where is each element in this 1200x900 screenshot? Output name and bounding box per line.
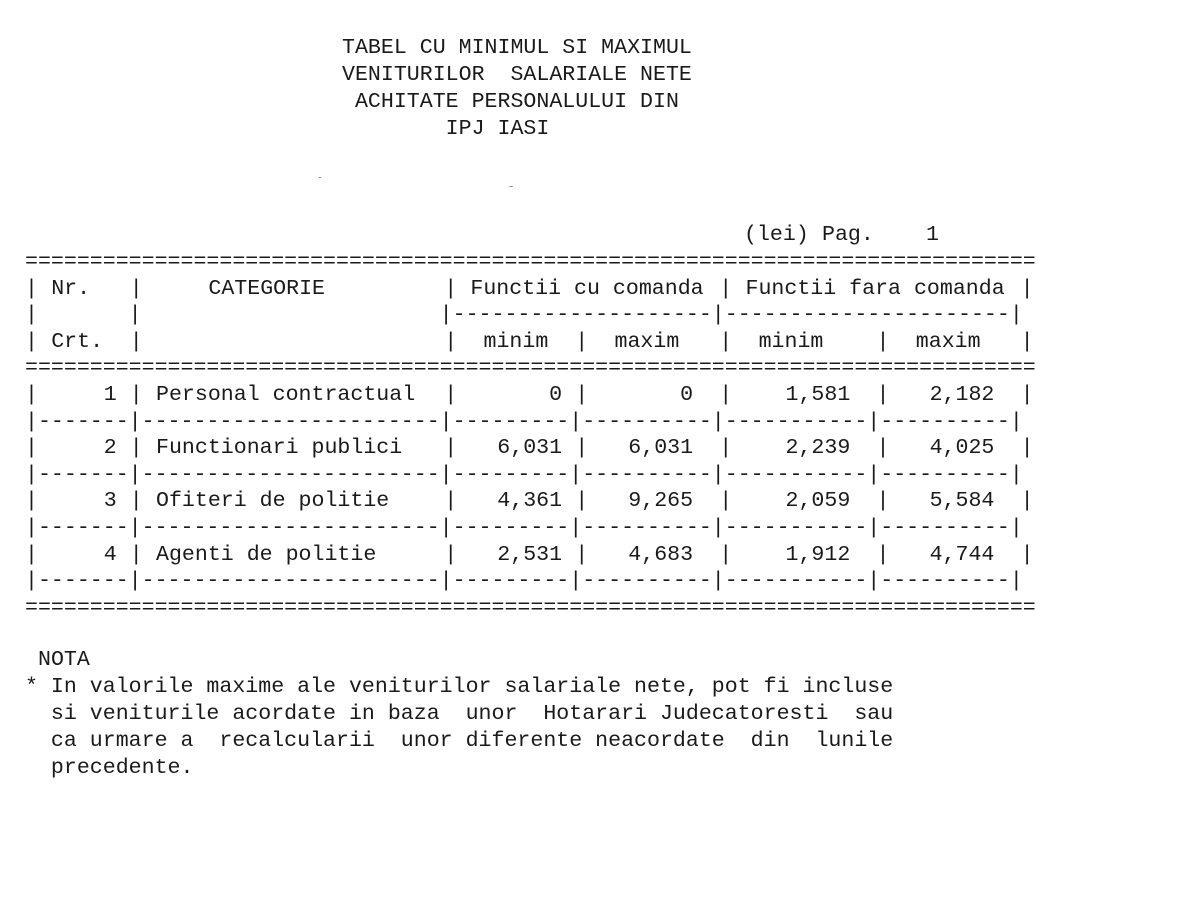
- cell-categorie: Agenti de politie: [156, 542, 377, 567]
- table-row-separator: |-------|-----------------------|---------|----------|-----------|----------|: [25, 462, 1023, 487]
- column-header-cu-minim: minim: [483, 329, 549, 354]
- note-line-1: * In valorile maxime ale veniturilor salariale nete, pot fi incluse: [25, 675, 894, 699]
- table-rule: |: [1020, 329, 1034, 354]
- cell-cu-maxim: 9,265: [628, 489, 694, 514]
- table-rule: |: [1020, 489, 1034, 514]
- table-rule: |: [575, 436, 589, 461]
- note-line-2: si veniturile acordate in baza unor Hotarari Judecatoresti sau: [25, 702, 894, 726]
- table-rule: |: [129, 329, 143, 354]
- table-border-header: ==============================================================================: [25, 356, 1036, 381]
- cell-cu-minim: 4,361: [497, 489, 563, 514]
- note-line-4: precedente.: [25, 756, 194, 780]
- table-rule: |: [575, 542, 589, 567]
- table-rule: |: [1020, 276, 1034, 301]
- table-rule: |: [25, 276, 38, 301]
- column-header-fara-maxim: maxim: [915, 329, 981, 354]
- cell-fara-maxim: 5,584: [929, 489, 995, 514]
- table-row-separator: |-------|-----------------------|---------|----------|-----------|----------|: [25, 569, 1023, 594]
- column-header-fara-minim: minim: [758, 329, 824, 354]
- table-rule: |: [876, 489, 890, 514]
- table-rule: |: [719, 383, 733, 407]
- cell-categorie: Personal contractual: [156, 383, 416, 407]
- table-rule: |: [444, 383, 458, 407]
- table-row-separator: |-------|-----------------------|---------|----------|-----------|----------|: [25, 409, 1023, 434]
- cell-cu-minim: 6,031: [497, 436, 563, 461]
- table-rule: |: [575, 383, 589, 407]
- table-rule: | | |--------------------|----------------------|: [25, 303, 1023, 328]
- table-rule: |: [575, 489, 589, 514]
- table-rule: |: [129, 383, 143, 407]
- table-rule: |: [876, 436, 890, 461]
- title-line-3: ACHITATE PERSONALULUI DIN: [342, 90, 679, 114]
- table-rule: |: [25, 436, 38, 461]
- cell-cu-maxim: 4,683: [628, 542, 694, 567]
- table-rule: |: [876, 542, 890, 567]
- table-rule: |: [25, 383, 38, 407]
- table-rule: |: [129, 436, 143, 461]
- table-rule: |: [444, 489, 458, 514]
- cell-nr: 2: [103, 436, 117, 461]
- column-header-crt: Crt.: [51, 329, 104, 354]
- table-rule: |: [444, 329, 458, 354]
- cell-fara-minim: 2,059: [785, 489, 851, 514]
- cell-fara-minim: 2,239: [785, 436, 851, 461]
- column-header-cu-maxim: maxim: [614, 329, 680, 354]
- page-label: Pag.: [822, 223, 874, 247]
- scan-mark: ˍ: [508, 174, 514, 188]
- cell-nr: 1: [103, 383, 117, 407]
- table-rule: |: [719, 542, 733, 567]
- cell-cu-maxim: 0: [680, 383, 694, 407]
- page-number: 1: [926, 223, 939, 247]
- cell-cu-minim: 2,531: [497, 542, 563, 567]
- table-rule: |: [129, 276, 143, 301]
- table-rule: |: [444, 276, 458, 301]
- scan-mark: ˗: [318, 170, 322, 184]
- table-border-bottom: ==============================================================================: [25, 595, 1036, 620]
- cell-fara-maxim: 4,025: [929, 436, 995, 461]
- table-rule: |: [719, 329, 733, 354]
- table-rule: |: [1020, 436, 1034, 461]
- cell-fara-minim: 1,912: [785, 542, 851, 567]
- cell-cu-minim: 0: [549, 383, 563, 407]
- cell-categorie: Functionari publici: [156, 436, 403, 461]
- cell-fara-maxim: 4,744: [929, 542, 995, 567]
- table-rule: |: [25, 329, 38, 354]
- table-rule: |: [719, 436, 733, 461]
- cell-cu-maxim: 6,031: [628, 436, 694, 461]
- cell-categorie: Ofiteri de politie: [156, 489, 390, 514]
- cell-fara-minim: 1,581: [785, 383, 851, 407]
- column-header-nr: Nr.: [51, 276, 91, 301]
- column-group-cu-comanda: Functii cu comanda: [470, 276, 704, 301]
- table-rule: |: [1020, 542, 1034, 567]
- table-rule: |: [876, 329, 890, 354]
- table-rule: |: [575, 329, 589, 354]
- table-rule: |: [129, 542, 143, 567]
- column-header-categorie: CATEGORIE: [208, 276, 326, 301]
- unit-label: (lei): [744, 223, 809, 247]
- title-line-1: TABEL CU MINIMUL SI MAXIMUL: [342, 36, 692, 60]
- table-rule: |: [1020, 383, 1034, 407]
- table-rule: |: [719, 489, 733, 514]
- table-rule: |: [129, 489, 143, 514]
- table-rule: |: [876, 383, 890, 407]
- table-rule: |: [25, 489, 38, 514]
- table-rule: |: [444, 542, 458, 567]
- cell-nr: 4: [103, 542, 117, 567]
- note-heading: NOTA: [38, 648, 90, 672]
- note-line-3: ca urmare a recalcularii unor diferente neacordate din lunile: [25, 729, 894, 753]
- cell-nr: 3: [103, 489, 117, 514]
- table-border-top: ==============================================================================: [25, 250, 1036, 274]
- title-line-4: IPJ IASI: [342, 117, 550, 141]
- table-rule: |: [719, 276, 733, 301]
- table-row-separator: |-------|-----------------------|---------|----------|-----------|----------|: [25, 516, 1023, 540]
- title-line-2: VENITURILOR SALARIALE NETE: [342, 63, 692, 87]
- column-group-fara-comanda: Functii fara comanda: [745, 276, 1005, 301]
- table-rule: |: [25, 542, 38, 567]
- cell-fara-maxim: 2,182: [929, 383, 995, 407]
- table-rule: |: [444, 436, 458, 461]
